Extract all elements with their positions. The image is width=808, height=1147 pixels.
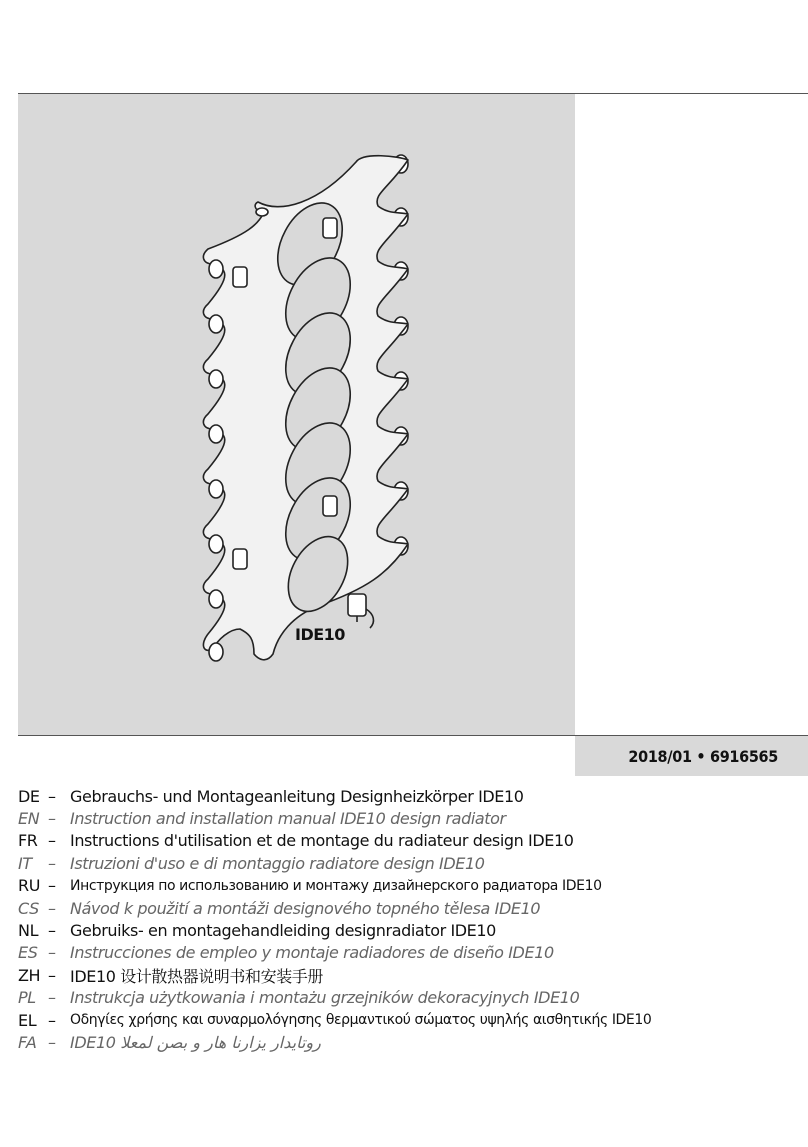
language-row-zh [18, 964, 798, 986]
language-code: FR [18, 831, 38, 851]
dash: – [48, 831, 56, 851]
language-code: EL [18, 1010, 37, 1030]
language-row-pl [18, 987, 798, 1009]
language-row-en [18, 807, 798, 829]
language-row-it [18, 852, 798, 874]
dash: – [48, 1032, 56, 1052]
language-row-el [18, 1009, 798, 1031]
dash: – [48, 786, 56, 806]
language-title: IDE10 设计散热器说明书和安装手册 [70, 966, 323, 986]
language-code: IT [18, 853, 32, 873]
dash: – [48, 921, 56, 941]
language-row-ru [18, 875, 798, 897]
language-row-fa [18, 1031, 798, 1053]
language-title-list [18, 785, 798, 1054]
language-row-es [18, 942, 798, 964]
language-title: Gebruiks- en montagehandleiding designradiator IDE10 [70, 921, 496, 941]
date-code: 2018/01 • 6916565 [628, 746, 778, 766]
language-code: ES [18, 943, 38, 963]
language-title: Instruction and installation manual IDE10 design radiator [70, 809, 506, 829]
dash: – [48, 809, 56, 829]
language-title: Istruzioni d'uso e di montaggio radiatore design IDE10 [70, 853, 485, 873]
language-title: IDE10 روتایدار یزارنا هار و بصن لمعلا [70, 1032, 321, 1052]
language-title: Инструкция по использованию и монтажу дизайнерского радиатора IDE10 [70, 877, 602, 894]
dash: – [48, 943, 56, 963]
language-code: RU [18, 876, 41, 896]
date-code-box [575, 736, 808, 776]
language-title: Οδηγίες χρήσης και συναρμολόγησης θερμαντικού σώματος υψηλής αισθητικής IDE10 [70, 1012, 652, 1029]
dash: – [48, 965, 56, 985]
model-label: IDE10 [295, 625, 345, 644]
language-title: Instrucciones de empleo y montaje radiadores de diseño IDE10 [70, 943, 554, 963]
language-code: PL [18, 988, 36, 1008]
language-title: Gebrauchs- und Montageanleitung Designheizkörper IDE10 [70, 786, 524, 806]
heating-element [348, 594, 373, 628]
dash: – [48, 898, 56, 918]
dash: – [48, 876, 56, 896]
dash: – [48, 1010, 56, 1030]
language-title: Návod k použití a montáži designového topného tělesa IDE10 [70, 898, 541, 918]
language-code: EN [18, 809, 40, 829]
dash: – [48, 853, 56, 873]
language-title: Instrukcja użytkowania i montażu grzejników dekoracyjnych IDE10 [70, 988, 580, 1008]
language-row-fr [18, 830, 798, 852]
language-row-cs [18, 897, 798, 919]
language-title: Instructions d'utilisation et de montage du radiateur design IDE10 [70, 831, 574, 851]
language-row-de [18, 785, 798, 807]
language-code: FA [18, 1032, 37, 1052]
language-code: ZH [18, 965, 41, 985]
language-code: DE [18, 786, 40, 806]
language-row-nl [18, 919, 798, 941]
language-code: NL [18, 921, 39, 941]
dash: – [48, 988, 56, 1008]
language-code: CS [18, 898, 39, 918]
